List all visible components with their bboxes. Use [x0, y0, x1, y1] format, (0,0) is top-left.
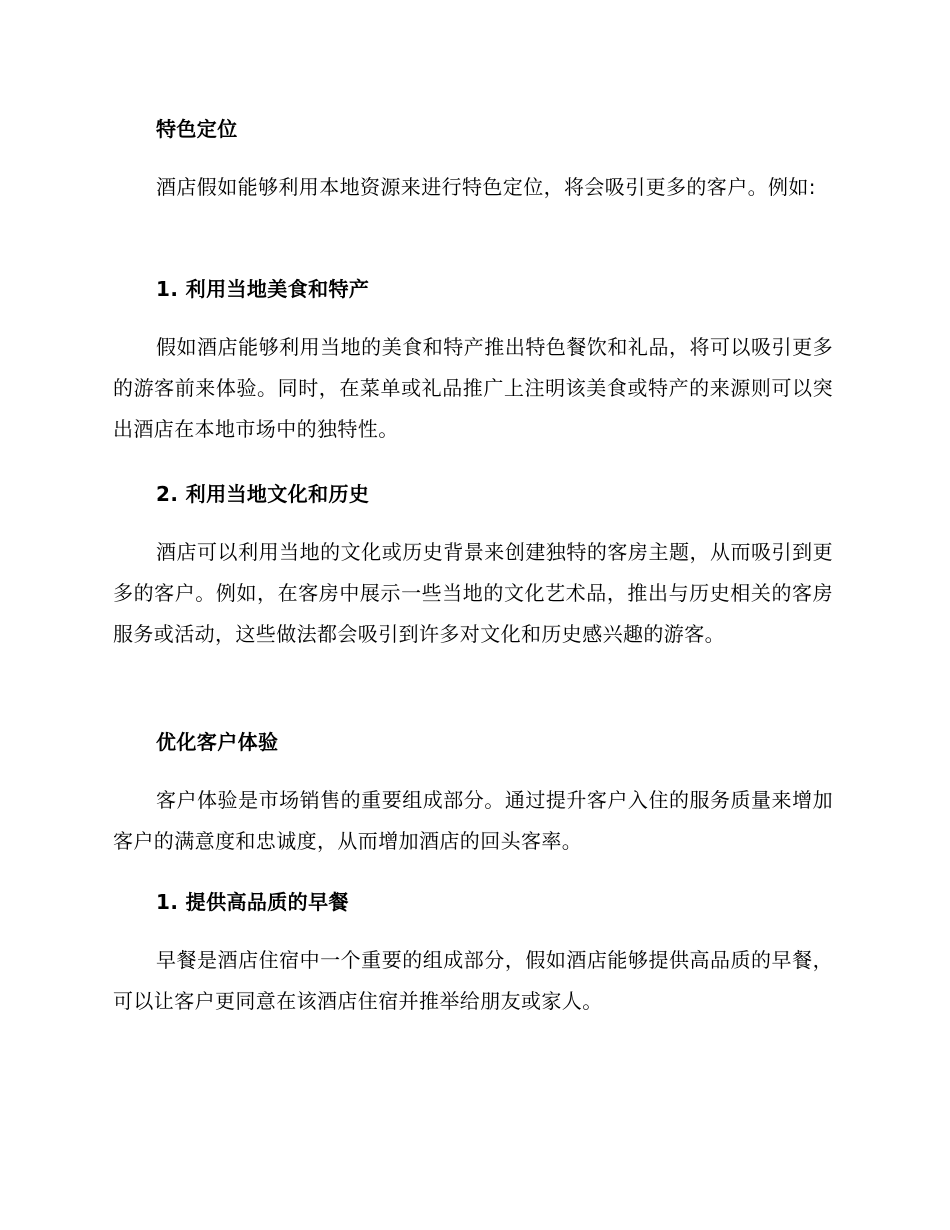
section-heading-customer-experience: 优化客户体验: [156, 730, 279, 754]
section-heading-feature-positioning: 特色定位: [156, 117, 238, 141]
section-intro-paragraph: 酒店假如能够利用本地资源来进行特色定位，将会吸引更多的客户。例如:: [156, 175, 816, 199]
subheading-local-food: 1. 利用当地美食和特产: [156, 277, 370, 301]
subheading-local-culture: 2. 利用当地文化和历史: [156, 482, 370, 506]
local-culture-paragraph: 酒店可以利用当地的文化或历史背景来创建独特的客房主题，从而吸引到更多的客户。例如，在客房中展示一些当地的文化艺术品，推出与历史相关的客房服务或活动，这些做法都会吸引到许多对文化和历史感兴趣的游客。: [113, 540, 833, 646]
local-food-paragraph: 假如酒店能够利用当地的美食和特产推出特色餐饮和礼品，将可以吸引更多的游客前来体验。同时，在菜单或礼品推广上注明该美食或特产的来源则可以突出酒店在本地市场中的独特性。: [113, 335, 833, 441]
breakfast-paragraph: 早餐是酒店住宿中一个重要的组成部分，假如酒店能够提供高品质的早餐，可以让客户更同意在该酒店住宿并推举给朋友或家人。: [113, 948, 833, 1013]
customer-experience-paragraph: 客户体验是市场销售的重要组成部分。通过提升客户入住的服务质量来增加客户的满意度和忠诚度，从而增加酒店的回头客率。: [113, 788, 833, 853]
subheading-breakfast: 1. 提供高品质的早餐: [156, 890, 349, 914]
